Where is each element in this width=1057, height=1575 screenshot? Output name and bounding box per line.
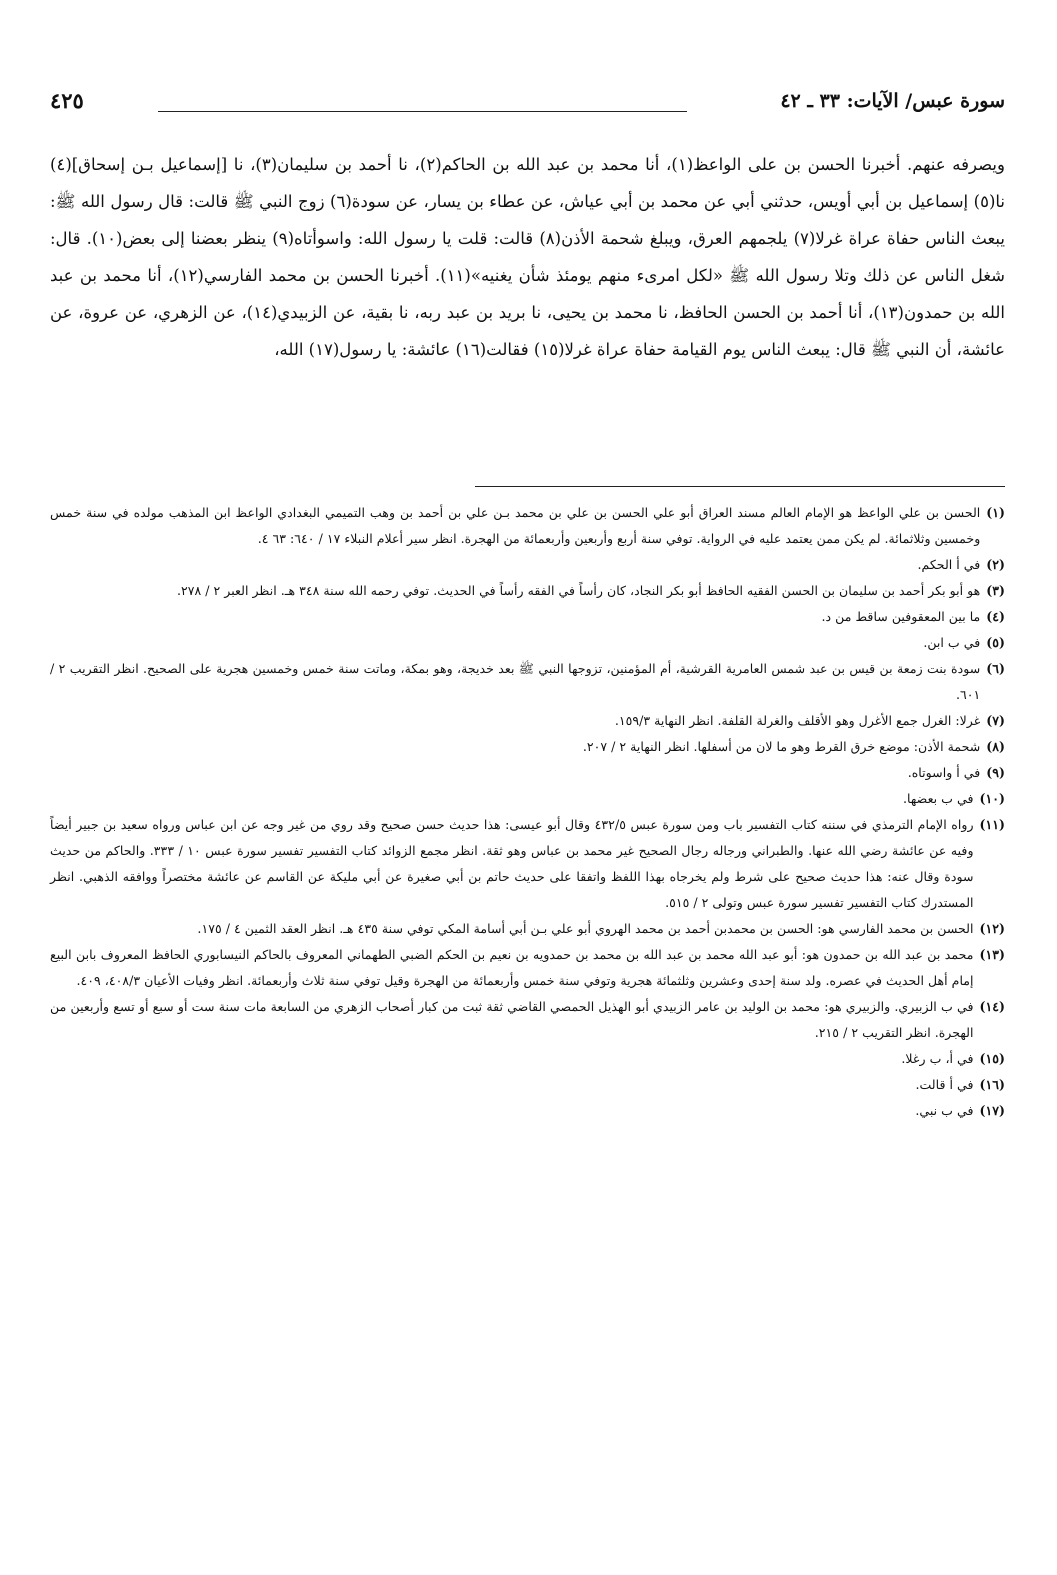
surah-title: سورة عبس/ الآيات: ٣٣ ـ ٤٢ (780, 90, 1005, 112)
footnote-number: (٤) (986, 609, 1005, 624)
footnote (50, 630, 1005, 656)
main-text (50, 146, 1005, 368)
footnote (50, 578, 1005, 604)
footnote-number: (١١) (979, 817, 1005, 832)
footnote-text: شحمة الأذن: موضع خرق القرط وهو ما لان من أسفلها. انظر النهاية ٢ / ٢٠٧. (582, 739, 981, 754)
footnote-text: في ب الزبيري. والزبيري هو: محمد بن الوليد بن عامر الزبيدي أبو الهذيل الحمصي القاضي ثقة ثبت من كبار أصحاب الزهري من السابعة مات سنة ست أو سبع أو تسع وأربعين من الهجرة. انظر التقريب ٢ / ٢١٥. (50, 999, 974, 1040)
footnote-text: الحسن بن علي الواعظ هو الإمام العالم مسند العراق أبو علي الحسن بن علي بن محمد بـن علي بن أحمد بن وهب التميمي البغدادي الواعظ ابن المذهب مولده في سنة خمس وخمسين وثلاثمائة. لم يكن ممن يعتمد عليه في الرواية. توفي سنة أربع وأربعين وأربعمائة من الهجرة. انظر سير أعلام النبلاء ١٧ / ٦٤٠: ٦٣ ٤. (50, 505, 981, 546)
footnote (50, 812, 1005, 916)
footnote (50, 1072, 1005, 1098)
footnote (50, 1098, 1005, 1124)
main-paragraph: ويصرفه عنهم. أخبرنا الحسن بن على الواعظ(١)، أنا محمد بن عبد الله بن الحاكم(٢)، نا أحمد بن سليمان(٣)، نا [إسماعيل بـن إسحاق](٤) نا(٥) إسماعيل بن أبي أويس، حدثني أبي عن محمد بن أبي عياش، عن عطاء بن يسار، عن سودة(٦) زوج النبي ﷺ قالت: قال رسول الله ﷺ: يبعث الناس حفاة عراة غرلا(٧) يلجمهم العرق، ويبلغ شحمة الأذن(٨) قالت: قلت يا رسول الله: واسوأتاه(٩) ينظر بعضنا إلى بعض(١٠). قال: شغل الناس عن ذلك وتلا رسول الله ﷺ «لكل امرىء منهم يومئذ شأن يغنيه»(١١). أخبرنا الحسن بن محمد الفارسي(١٢)، أنا محمد بن عبد الله بن حمدون(١٣)، أنا أحمد بن الحسن الحافظ، نا محمد بن يحيى، نا بريد بن عبد ربه، نا بقية، عن الزبيدي(١٤)، عن الزهري، عن عروة، عن عائشة، أن النبي ﷺ قال: يبعث الناس يوم القيامة حفاة عراة غرلا(١٥) فقالت(١٦) عائشة: يا رسول(١٧) الله، (50, 155, 1006, 359)
footnote-text: الحسن بن محمد الفارسي هو: الحسن بن محمدبن أحمد بن محمد الهروي أبو علي بـن أبي أسامة المكي توفي سنة ٤٣٥ هـ. انظر العقد الثمين ٤ / ١٧٥. (197, 921, 974, 936)
footnote-number: (٢) (986, 557, 1005, 572)
footnote-number: (٩) (986, 765, 1005, 780)
footnote (50, 916, 1005, 942)
footnote-number: (١٥) (979, 1051, 1005, 1066)
footnote-number: (٣) (986, 583, 1005, 598)
footnote-text: في أ واسوتاه. (907, 765, 981, 780)
header-rule (158, 111, 687, 112)
footnote (50, 760, 1005, 786)
page-number: ٤٢٥ (50, 88, 84, 113)
footnote-number: (٥) (986, 635, 1005, 650)
footnote-number: (١٣) (979, 947, 1005, 962)
footnote (50, 786, 1005, 812)
footnote-number: (١٦) (979, 1077, 1005, 1092)
footnote-number: (١٤) (979, 999, 1005, 1014)
footnote (50, 604, 1005, 630)
footnote-text: في أ قالت. (915, 1077, 974, 1092)
footnote (50, 708, 1005, 734)
footnote-number: (١) (986, 505, 1005, 520)
footnote-text: رواه الإمام الترمذي في سننه كتاب التفسير باب ومن سورة عبس ٤٣٢/٥ وقال أبو عيسى: هذا حديث حسن صحيح وقد روي من غير وجه عن ابن عباس ورواه سعيد بن جبير أيضاً وفيه عن عائشة رضي الله عنها. والطبراني ورجاله رجال الصحيح غير محمد بن عباس وهو ثقة. انظر مجمع الزوائد كتاب التفسير تفسير سورة عبس ١٠ / ٣٣٣. والحاكم من حديث سودة وقال عنه: هذا حديث صحيح على شرط ولم يخرجاه بهذا اللفظ واتفقا على حديث حاتم بن أبي صغيرة عن أبي مليكة عن القاسم عن عائشة مختصراً ووافقه الذهبي. انظر المستدرك كتاب التفسير تفسير سورة عبس وتولى ٢ / ٥١٥. (50, 817, 974, 910)
footnote-number: (١٠) (979, 791, 1005, 806)
footnote-text: غرلا: الغرل جمع الأغرل وهو الأقلف والغرلة القلفة. انظر النهاية ١٥٩/٣. (614, 713, 981, 728)
footnote-text: في ب نبي. (915, 1103, 974, 1118)
footnote-number: (٦) (986, 661, 1005, 676)
footnote (50, 500, 1005, 552)
running-header (50, 86, 1005, 126)
footnote-text: هو أبو بكر أحمد بن سليمان بن الحسن الفقيه الحافظ أبو بكر النجاد، كان رأساً في الفقه رأساً في الحديث. توفي رحمه الله سنة ٣٤٨ هـ. انظر العبر ٢ / ٢٧٨. (176, 583, 981, 598)
footnote-number: (١٢) (979, 921, 1005, 936)
footnote (50, 942, 1005, 994)
footnote-text: سودة بنت زمعة بن قيس بن عبد شمس العامرية القرشية، أم المؤمنين، تزوجها النبي ﷺ بعد خديجة، وهو بمكة، وماتت سنة خمس وخمسين هجرية على الصحيح. انظر التقريب ٢ / ٦٠١. (50, 661, 981, 702)
footnotes-section (50, 500, 1005, 1124)
footnote (50, 1046, 1005, 1072)
footnote (50, 994, 1005, 1046)
footnote-text: في ب ابن. (923, 635, 981, 650)
footnote-number: (٧) (986, 713, 1005, 728)
footnote-text: ما بين المعقوفين ساقط من د. (821, 609, 981, 624)
footnote-text: في ب بعضها. (903, 791, 974, 806)
footnote-number: (٨) (986, 739, 1005, 754)
footnote-text: في أ، ب رغلا. (901, 1051, 974, 1066)
footnote (50, 656, 1005, 708)
footnote-text: في أ الحكم. (917, 557, 981, 572)
footnote (50, 552, 1005, 578)
footnote-text: محمد بن عبد الله بن حمدون هو: أبو عبد الله محمد بن عبد الله بن محمد بن حمدويه بن نعيم بن الحكم الضبي الطهماني المعروف بالحاكم النيسابوري الحافظ المعروف بابن البيع إمام أهل الحديث في عصره. ولد سنة إحدى وعشرين وثلثمائة هجرية وتوفي سنة خمس وأربعمائة من الهجرة وقيل توفي سنة ثلاث وأربعمائة. انظر وفيات الأعيان ٤٠٨/٣، ٤٠٩. (50, 947, 974, 988)
footnote-separator (475, 486, 1005, 487)
footnote-number: (١٧) (979, 1103, 1005, 1118)
footnote (50, 734, 1005, 760)
